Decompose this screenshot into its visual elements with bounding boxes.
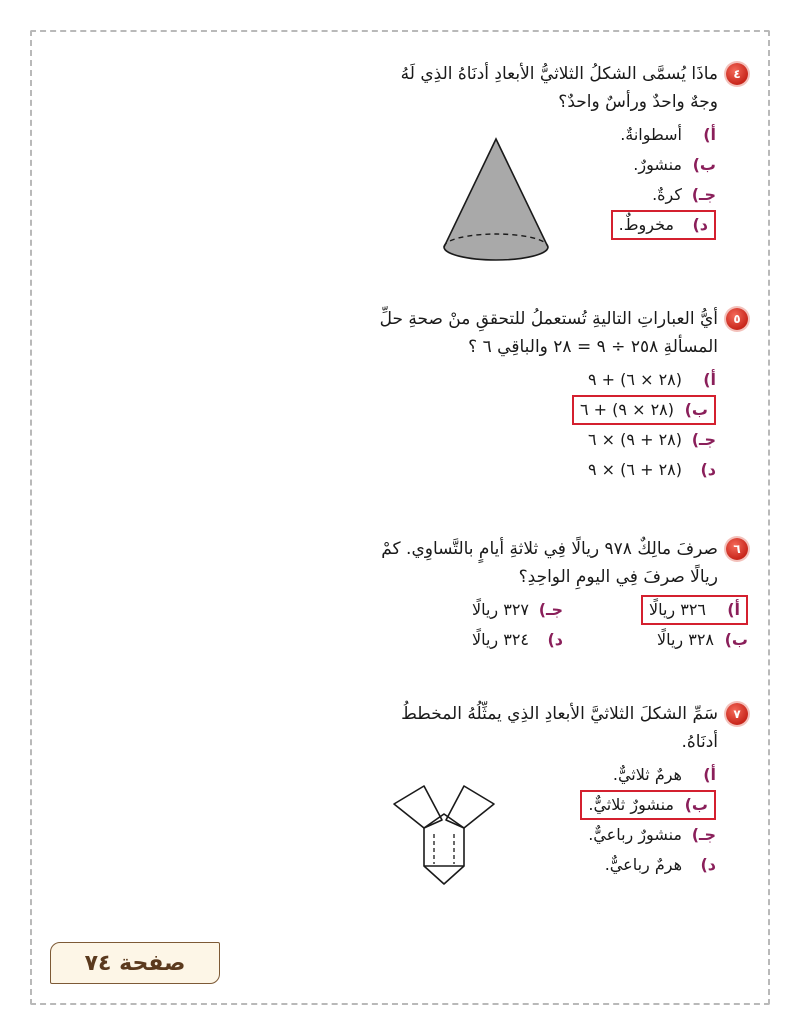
option-c[interactable] xyxy=(378,595,563,625)
option-text: منشورٌ رباعيٌّ. xyxy=(588,825,682,844)
option-text: (٢٨ + ٦) × ٩ xyxy=(587,460,682,479)
option-text: (٢٨ × ٦) + ٩ xyxy=(587,370,682,389)
triangular-prism-net-icon xyxy=(384,778,504,890)
selected-answer-box xyxy=(580,790,716,820)
option-text: هرمٌ ثلاثيٌّ. xyxy=(612,765,682,784)
question-number-badge: ٥ xyxy=(726,308,748,330)
option-label: ب) xyxy=(724,630,748,649)
option-text: أسطوانةٌ. xyxy=(620,125,682,144)
option-label: أ) xyxy=(703,125,716,144)
option-d[interactable] xyxy=(378,625,563,655)
question-4 xyxy=(373,60,748,240)
question-text: صرفَ مالِكٌ ٩٧٨ ريالًا فِي ثلاثةِ أيامٍ بالتَّساوِي. كمْ ريالًا صرفَ فِي اليومِ الواحِدِ؟ xyxy=(381,539,718,587)
option-a[interactable] xyxy=(373,365,716,395)
option-text: (٢٨ × ٩) + ٦ xyxy=(579,400,674,419)
option-label: جـ) xyxy=(691,185,716,204)
option-a[interactable] xyxy=(563,595,748,625)
option-label: د) xyxy=(700,855,716,874)
option-text: هرمٌ رباعيٌّ. xyxy=(604,855,682,874)
question-number-badge: ٦ xyxy=(726,538,748,560)
option-label: أ) xyxy=(727,600,740,619)
selected-answer-box xyxy=(572,395,716,425)
option-label: أ) xyxy=(703,765,716,784)
option-text: كرةٌ. xyxy=(652,185,682,204)
option-text: مخروطٌ. xyxy=(618,215,674,234)
question-6 xyxy=(373,535,748,655)
question-number-badge: ٧ xyxy=(726,703,748,725)
question-text: أيُّ العباراتِ التاليةِ تُستعملُ للتحققِ منْ صحةِ حلِّ المسألةِ ٢٥٨ ÷ ٩ = ٢٨ والباقِي ٦ ؟ xyxy=(379,309,718,357)
option-label: جـ) xyxy=(691,825,716,844)
option-label: ب) xyxy=(684,400,708,419)
option-b[interactable] xyxy=(563,625,748,655)
option-c[interactable] xyxy=(373,425,716,455)
question-5 xyxy=(373,305,748,485)
question-text: ماذَا يُسمَّى الشكلُ الثلاثيُّ الأبعادِ أدنَاهُ الذِي لَهُ وجهٌ واحدٌ ورأسٌ واحدٌ؟ xyxy=(400,64,718,112)
page-number-label: صفحة ٧٤ xyxy=(50,942,220,984)
option-text: ٣٢٦ ريالًا xyxy=(648,600,706,619)
option-label: د) xyxy=(700,460,716,479)
question-number-badge: ٤ xyxy=(726,63,748,85)
option-text: (٢٨ + ٩) × ٦ xyxy=(587,430,682,449)
option-label: جـ) xyxy=(538,600,563,619)
option-text: ٣٢٧ ريالًا xyxy=(471,600,529,619)
option-text: منشورٌ. xyxy=(633,155,682,174)
option-label: أ) xyxy=(703,370,716,389)
option-label: ب) xyxy=(692,155,716,174)
option-label: جـ) xyxy=(691,430,716,449)
cone-icon xyxy=(440,135,552,265)
option-text: ٣٢٤ ريالًا xyxy=(471,630,529,649)
selected-answer-box xyxy=(641,595,748,625)
options-list xyxy=(373,365,716,485)
option-label: د) xyxy=(547,630,563,649)
option-text: ٣٢٨ ريالًا xyxy=(656,630,714,649)
option-label: ب) xyxy=(684,795,708,814)
option-b[interactable] xyxy=(373,395,716,425)
option-text: منشورٌ ثلاثيٌّ. xyxy=(588,795,674,814)
options-list xyxy=(373,595,748,655)
selected-answer-box xyxy=(611,210,716,240)
option-label: د) xyxy=(692,215,708,234)
option-d[interactable] xyxy=(373,455,716,485)
question-text: سَمِّ الشكلَ الثلاثيَّ الأبعادِ الذِي يمثِّلُهُ المخططُ أدنَاهُ. xyxy=(401,704,718,752)
